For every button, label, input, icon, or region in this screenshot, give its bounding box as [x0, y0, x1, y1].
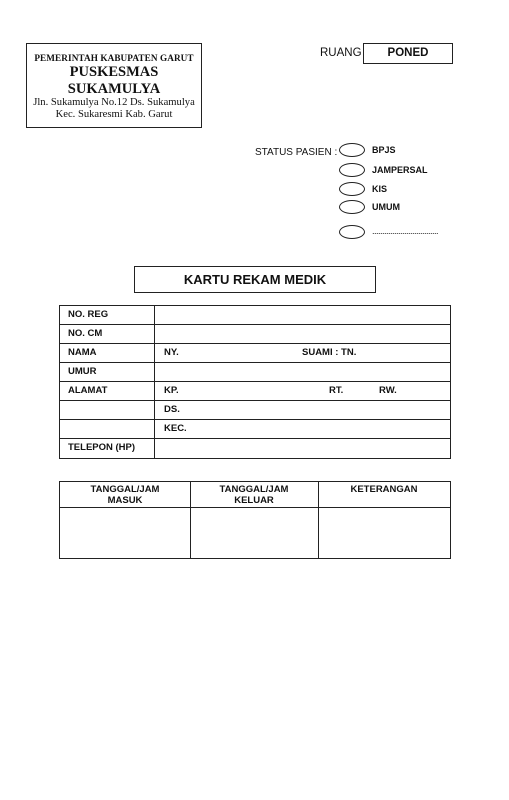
- form-label-alamat: ALAMAT: [60, 382, 155, 400]
- status-option-other-blank[interactable]: .................................: [372, 226, 439, 236]
- status-option-umum-checkbox[interactable]: [339, 200, 365, 214]
- alamat-rt-label: RT.: [329, 385, 344, 396]
- status-option-bpjs-label: BPJS: [372, 145, 396, 155]
- facility-name: PUSKESMAS SUKAMULYA: [67, 64, 161, 97]
- status-pasien-label: STATUS PASIEN :: [255, 147, 338, 158]
- log-cell-keterangan[interactable]: [319, 509, 449, 558]
- status-option-umum-label: UMUM: [372, 202, 400, 212]
- patient-form-table: [59, 305, 451, 459]
- status-option-bpjs-checkbox[interactable]: [339, 143, 365, 157]
- alamat-kec-label: KEC.: [164, 423, 187, 434]
- form-label-blank-2: [60, 420, 155, 438]
- log-col-keterangan-line1: KETERANGAN: [350, 484, 418, 495]
- status-option-other-checkbox[interactable]: [339, 225, 365, 239]
- log-col-masuk-line2: MASUK: [107, 495, 143, 506]
- admission-log-table: [59, 481, 451, 559]
- form-label-no-reg: NO. REG: [60, 306, 155, 324]
- form-row-nama[interactable]: [60, 344, 450, 363]
- government-name: PEMERINTAH KABUPATEN GARUT: [34, 53, 194, 63]
- form-label-blank-1: [60, 401, 155, 419]
- form-row-alamat[interactable]: [60, 382, 450, 401]
- form-row-no-cm[interactable]: [60, 325, 450, 344]
- ruang-value-box: PONED: [363, 43, 453, 64]
- form-row-umur[interactable]: [60, 363, 450, 382]
- status-option-jampersal-label: JAMPERSAL: [372, 165, 428, 175]
- form-row-no-reg[interactable]: [60, 306, 450, 325]
- status-option-kis-label: KIS: [372, 184, 388, 194]
- nama-suami-label: SUAMI : TN.: [302, 347, 357, 358]
- alamat-ds-label: DS.: [164, 404, 180, 415]
- log-col-masuk: [60, 484, 190, 506]
- log-col-keluar-line1: TANGGAL/JAM: [219, 484, 289, 495]
- form-row-desa[interactable]: [60, 401, 450, 420]
- form-label-no-cm: NO. CM: [60, 325, 155, 343]
- log-cell-masuk[interactable]: [61, 509, 189, 558]
- form-label-telepon: TELEPON (HP): [60, 439, 155, 458]
- form-label-nama: NAMA: [60, 344, 155, 362]
- log-cell-keluar[interactable]: [191, 509, 317, 558]
- form-row-telepon[interactable]: [60, 439, 450, 458]
- ruang-label: RUANG: [320, 47, 362, 59]
- address-line-1: Jln. Sukamulya No.12 Ds. Sukamulya: [33, 97, 195, 108]
- form-row-kecamatan[interactable]: [60, 420, 450, 439]
- nama-ny-label: NY.: [164, 347, 179, 358]
- log-col-keluar-line2: KELUAR: [234, 495, 274, 506]
- form-label-umur: UMUR: [60, 363, 155, 381]
- alamat-rw-label: RW.: [379, 385, 397, 396]
- log-col-keterangan: [318, 484, 450, 495]
- log-col-keluar: [190, 484, 318, 506]
- facility-header: [26, 43, 202, 128]
- status-option-kis-checkbox[interactable]: [339, 182, 365, 196]
- alamat-kp-label: KP.: [164, 385, 179, 396]
- log-col-masuk-line1: TANGGAL/JAM: [90, 484, 160, 495]
- card-title: KARTU REKAM MEDIK: [134, 266, 376, 293]
- address-line-2: Kec. Sukaresmi Kab. Garut: [55, 109, 173, 120]
- status-option-jampersal-checkbox[interactable]: [339, 163, 365, 177]
